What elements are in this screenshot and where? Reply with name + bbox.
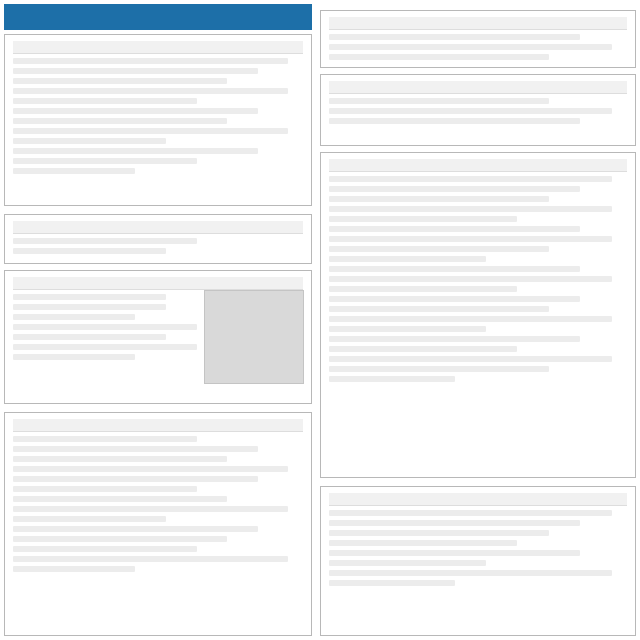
text-line (329, 108, 612, 114)
text-line (329, 186, 580, 192)
text-line (13, 128, 288, 134)
section-heading (329, 159, 627, 172)
text-line (329, 560, 486, 566)
text-line (329, 326, 486, 332)
text-line (329, 246, 549, 252)
section-heading (13, 41, 303, 54)
section-2 (4, 214, 312, 264)
text-line (329, 356, 612, 362)
text-line (329, 550, 580, 556)
text-line (13, 314, 135, 320)
text-line (329, 98, 549, 104)
text-line (329, 226, 580, 232)
store-photo (204, 290, 304, 384)
text-line (13, 148, 258, 154)
text-line (329, 196, 549, 202)
text-line (13, 248, 166, 254)
text-line (13, 138, 166, 144)
text-line (13, 566, 135, 572)
text-line (329, 176, 612, 182)
text-line (329, 54, 549, 60)
text-line (13, 476, 258, 482)
section-6 (320, 74, 636, 146)
text-line (13, 168, 135, 174)
section-8 (320, 486, 636, 636)
text-line (329, 376, 455, 382)
text-line (13, 486, 197, 492)
text-line (13, 58, 288, 64)
text-line (329, 316, 612, 322)
text-line (329, 236, 612, 242)
text-line (13, 466, 288, 472)
text-line (13, 344, 197, 350)
text-line (329, 510, 612, 516)
text-line (13, 78, 227, 84)
text-line (13, 536, 227, 542)
text-line (13, 516, 166, 522)
text-line (13, 294, 166, 300)
section-heading (13, 221, 303, 234)
text-line (329, 336, 580, 342)
text-line (329, 256, 486, 262)
text-line (329, 44, 612, 50)
text-line (13, 158, 197, 164)
section-5 (320, 10, 636, 68)
text-line (13, 436, 197, 442)
text-line (329, 530, 549, 536)
text-line (329, 540, 517, 546)
text-line (329, 366, 549, 372)
section-1 (4, 34, 312, 206)
text-line (329, 118, 580, 124)
text-line (329, 306, 549, 312)
text-line (13, 88, 288, 94)
section-heading (329, 493, 627, 506)
section-heading (329, 81, 627, 94)
page-title (4, 4, 312, 30)
section-heading (13, 419, 303, 432)
text-line (13, 324, 197, 330)
text-line (13, 68, 258, 74)
text-line (13, 506, 288, 512)
text-line (329, 520, 580, 526)
text-line (13, 118, 227, 124)
text-line (13, 556, 288, 562)
text-line (329, 216, 517, 222)
text-line (13, 304, 166, 310)
text-line (13, 354, 135, 360)
text-line (13, 456, 227, 462)
text-line (329, 266, 580, 272)
text-line (329, 346, 517, 352)
text-line (13, 526, 258, 532)
section-4 (4, 412, 312, 636)
section-heading (13, 277, 303, 290)
text-line (329, 34, 580, 40)
text-line (13, 546, 197, 552)
text-line (13, 98, 197, 104)
text-line (329, 570, 612, 576)
text-line (329, 286, 517, 292)
text-line (13, 238, 197, 244)
section-heading (329, 17, 627, 30)
text-line (13, 334, 166, 340)
text-line (13, 496, 227, 502)
text-line (329, 580, 455, 586)
text-line (329, 276, 612, 282)
text-line (13, 446, 258, 452)
text-line (13, 108, 258, 114)
text-line (329, 296, 580, 302)
text-line (329, 206, 612, 212)
section-7 (320, 152, 636, 478)
